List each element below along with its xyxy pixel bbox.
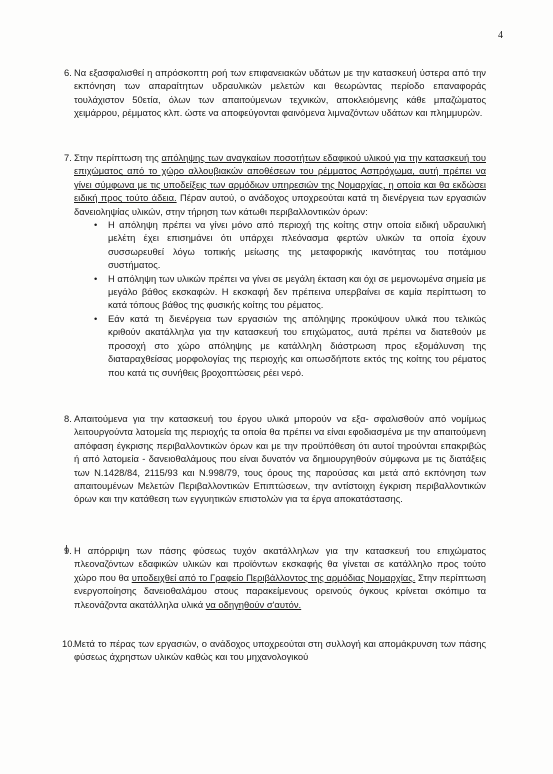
clause-8 [64,412,486,506]
clause-text-part-underlined: απόληψης των αναγκαίων ποσοτήτων εδαφικού υλικού για την κατασκευή του επιχώματος από το χώρο αλλουβιακών αποθέσεων του ρέμματος Ασπρόχωμα, αυτή πρέπει να γίνει σύμφωνα με τις υποδείξεις των αρμόδιων υπηρεσιών της Νομαρχίας, η οποία και θα εκδώσει ειδική προς τούτο άδεια. [74,152,487,204]
clause-number: 7. [64,152,72,163]
clause-text: Απαιτούμενα για την κατασκευή του έργου υλικά μπορούν να εξα- σφαλισθούν από νομίμως λειτουργούντα λατομεία της περιοχής τα οποία θα πρέπει να είναι εφοδιασμένα με την απαιτούμενη απόφαση έγκρισης περιβαλλοντικών όρων και με την προϋπόθεση ότι αυτοί τηρούνται επακριβώς ή από λατομεία - δανειοθαλάμους που είναι δυνατόν να δημιουργηθούν σύμφωνα με τις διατάξεις των Ν.1428/84, 2115/93 και Ν.998/79, τους όρους της παρούσας και μετά από εκπόνηση των απαιτουμένων Μελετών Περιβαλλοντικών Επιπτώσεων, την αντίστοιχη έγκριση περιβαλλοντικών όρων και την κατάθεση των εγγυητικών επιστολών για τα έργα αποκατάστασης. [74,413,486,505]
clause-10 [62,637,486,664]
clause-number: 6. [64,67,72,78]
clause-number: 10. [62,638,76,649]
clause-number: 8. [64,413,72,424]
bullet-text: Εάν κατά τη διενέργεια των εργασιών της απόληψης προκύψουν υλικά που τελικώς κριθούν ακατάλληλα για την κατασκευή του επιχώματος, αυτά πρέπει να διατεθούν με προσοχή στο χώρο απόληψης με κατάλληλη διάστρωση προς εξομάλυνση της διαταραχθείσας μορφολογίας της περιοχής και οπωσδήποτε εκτός της κοίτης του ρέματος που κατά τις συνήθεις βροχοπτώσεις ρέει νερό. [108,312,486,378]
clause-6 [64,66,486,120]
page-number: 4 [498,30,503,41]
clause-text-part: Στην περίπτωση της [74,152,162,163]
bullet-text: Η απόληψη πρέπει να γίνει μόνο από περιοχή της κοίτης στην οποία ειδική υδραυλική μελέτη έχει επισημάνει ότι υπάρχει πλεόνασμα φερτών υλικών τα οποία έχουν συσσωρευθεί λόγω τοπικής μείωσης της μεταφορικής ικανότητας του ποτάμιου συστήματος. [108,219,486,271]
bullet-item [94,312,486,379]
clause-text: Μετά το πέρας των εργασιών, ο ανάδοχος υποχρεούται στη συλλογή και απομάκρυνση των πάσης φύσεως άχρηστων υλικών καθώς και του μηχανολογικού [74,638,486,663]
bullet-icon: • [94,312,98,324]
bullet-text: Η απόληψη των υλικών πρέπει να γίνει σε μεγάλη έκταση και όχι σε μεμονωμένα σημεία με μεγάλο βάθος εκσκαφών. Η εκσκαφή δεν πρέπεινα υπερβαίνει σε καμία περίπτωση το κατά τόπους βάθος της φυσικής κοίτης του ρέματος. [108,272,486,311]
clause-text-part-underlined: υποδειχθεί από το Γραφείο Περιβάλλοντος της αρμόδιας Νομαρχίας. [131,571,416,583]
clause-text-part-underlined: να οδηγηθούν σ'αυτόν. [205,598,302,610]
clause-text-part: Πέραν αυτού, ο ανάδοχος υποχρεούται κατά τη διενέργεια των εργασιών δανειοληψίας υλικών, στην τήρηση των κάτωθι περιβαλλοντικών όρων: [74,192,487,217]
clause-9 [64,544,486,611]
clause-7 [64,151,487,379]
bullet-icon: • [94,272,98,284]
clause-text-part: Στην περίπτωση ενεργοποίησης δανειοθαλάμου στους παρακείμενους ορεινούς όγκους κρίνεται σκόπιμο τα πλεονάζοντα ακατάλληλα υλικά [74,571,486,610]
clause-text: Να εξασφαλισθεί η απρόσκοπτη ροή των επιφανειακών υδάτων με την κατασκευή ύστερα από την εκπόνηση των απαραίτητων υδραυλικών μελετών και θεωρώντας περίοδο επαναφοράς τουλάχιστον 50ετία, όλων των απαιτούμενων τεχνικών, αποκλειόμενης κάθε μπαζώματος χειμάρρου, ρέμματος κλπ. ώστε να αποφεύγονται φαινόμενα λιμναζόντων υδάτων και πλημμυρών. [74,67,486,119]
bullet-item [94,218,486,272]
bullet-icon: • [94,219,98,231]
clause-number: 9. [64,545,72,556]
clause-text-part: Η απόρριψη των πάσης φύσεως τυχόν ακατάλληλων για την κατασκευή του επιχώματος πλεοναζόντων εδαφικών υλικών και προϊόντων εκσκαφής θα γίνεται σε κατάλληλο προς τούτο χώρο που θα [74,545,486,583]
bullet-item [94,272,486,312]
